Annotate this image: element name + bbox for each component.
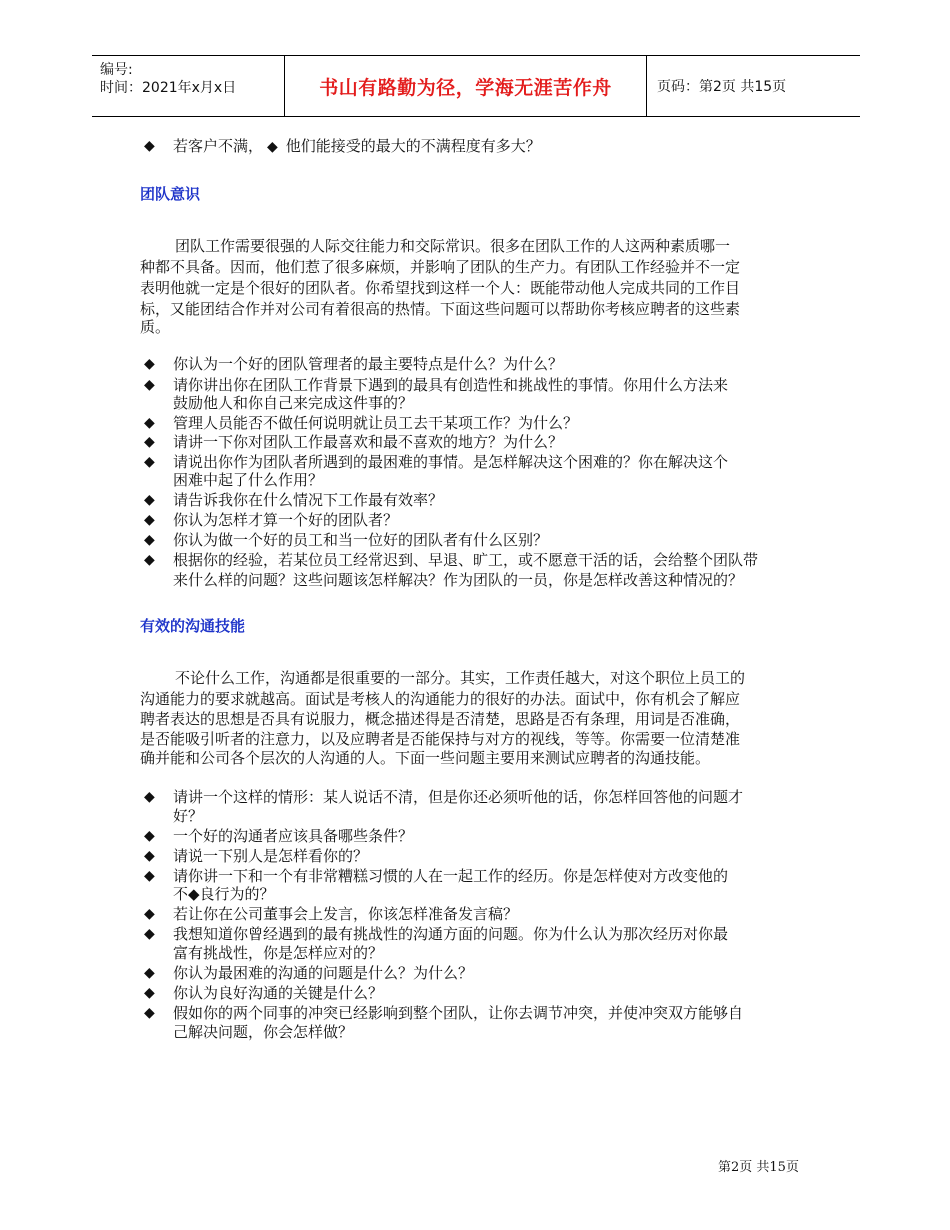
list-item-continuation: 己解决问题，你会怎样做？ — [173, 1023, 354, 1041]
bullet-icon: ◆ — [144, 415, 155, 431]
list-item: 一个好的沟通者应该具备哪些条件？ — [173, 827, 414, 845]
paragraph-line: 团队工作需要很强的人际交往能力和交际常识。很多在团队工作的人这两种素质哪一 — [175, 237, 731, 255]
list-item: 根据你的经验，若某位员工经常迟到、早退、旷工，或不愿意干活的话，会给整个团队带 — [173, 551, 759, 569]
bullet-icon: ◆ — [144, 985, 155, 1001]
intro-text-a: 若客户不满， — [173, 137, 264, 155]
list-item-continuation: 鼓励他人和你自己来完成这件事的？ — [173, 394, 414, 412]
list-item-continuation: 不◆良行为的？ — [173, 885, 275, 903]
section-heading-teamwork: 团队意识 — [140, 185, 201, 203]
paragraph-line: 是否能吸引听者的注意力，以及应聘者是否能保持与对方的视线，等等。你需要一位清楚准 — [140, 730, 741, 748]
bullet-icon: ◆ — [144, 1005, 155, 1021]
bullet-icon: ◆ — [144, 906, 155, 922]
list-item: 你认为最困难的沟通的问题是什么？为什么？ — [173, 964, 474, 982]
bullet-icon: ◆ — [144, 492, 155, 508]
bullet-icon: ◆ — [144, 828, 155, 844]
bullet-icon: ◆ — [144, 552, 155, 568]
paragraph-line: 表明他就一定是个很好的团队者。你希望找到这样一个人：既能带动他人完成共同的工作目 — [140, 279, 741, 297]
header-motto: 书山有路勤为径，学海无涯苦作舟 — [284, 56, 647, 116]
list-item: 请说出你作为团队者所遇到的最困难的事情。是怎样解决这个困难的？你在解决这个 — [173, 453, 729, 471]
header-page-cell — [645, 56, 860, 116]
bullet-icon: ◆ — [144, 532, 155, 548]
list-item: 我想知道你曾经遇到的最有挑战性的沟通方面的问题。你为什么认为那次经历对你最 — [173, 925, 729, 943]
bullet-icon: ◆ — [144, 512, 155, 528]
list-item: 请说一下别人是怎样看你的？ — [173, 847, 369, 865]
paragraph-line: 标，又能团结合作并对公司有着很高的热情。下面这些问题可以帮助你考核应聘者的这些素 — [140, 300, 741, 318]
list-item: 你认为良好沟通的关键是什么？ — [173, 984, 384, 1002]
bullet-icon: ◆ — [267, 139, 278, 155]
bullet-icon: ◆ — [144, 454, 155, 470]
paragraph-line: 种都不具备。因而，他们惹了很多麻烦，并影响了团队的生产力。有团队工作经验并不一定 — [140, 258, 741, 276]
list-item: 请你讲一下和一个有非常糟糕习惯的人在一起工作的经历。你是怎样使对方改变他的 — [173, 867, 729, 885]
list-item: 请讲一个这样的情形：某人说话不清，但是你还必须听他的话，你怎样回答他的问题才 — [173, 788, 744, 806]
list-item: 请你讲出你在团队工作背景下遇到的最具有创造性和挑战性的事情。你用什么方法来 — [173, 376, 729, 394]
bullet-icon: ◆ — [144, 926, 155, 942]
list-item-continuation: 富有挑战性，你是怎样应对的？ — [173, 944, 384, 962]
bullet-icon: ◆ — [144, 868, 155, 884]
list-item: 你认为一个好的团队管理者的最主要特点是什么？为什么？ — [173, 355, 564, 373]
list-item-continuation: 好？ — [173, 807, 204, 825]
paragraph-line: 确并能和公司各个层次的人沟通的人。下面一些问题主要用来测试应聘者的沟通技能。 — [140, 749, 711, 767]
list-item-continuation: 来什么样的问题？这些问题该怎样解决？作为团队的一员，你是怎样改善这种情况的？ — [173, 571, 744, 589]
bullet-icon: ◆ — [144, 965, 155, 981]
list-item: 你认为怎样才算一个好的团队者？ — [173, 511, 399, 529]
intro-text-b: 他们能接受的最大的不满程度有多大？ — [285, 137, 541, 155]
bullet-icon: ◆ — [144, 356, 155, 372]
bullet-icon: ◆ — [144, 377, 155, 393]
number-label: 编号: — [100, 62, 133, 78]
list-item: 请告诉我你在什么情况下工作最有效率？ — [173, 491, 444, 509]
list-item: 你认为做一个好的员工和当一位好的团队者有什么区别？ — [173, 531, 549, 549]
paragraph-line: 聘者表达的思想是否具有说服力，概念描述得是否清楚，思路是否有条理，用词是否准确， — [140, 710, 741, 728]
list-item: 若让你在公司董事会上发言，你该怎样准备发言稿？ — [173, 905, 519, 923]
paragraph-line: 沟通能力的要求就越高。面试是考核人的沟通能力的很好的办法。面试中，你有机会了解应 — [140, 690, 741, 708]
intro-text — [173, 136, 541, 157]
bullet-icon: ◆ — [144, 434, 155, 450]
paragraph-line: 质。 — [140, 318, 171, 336]
page-footer: 第2页 共15页 — [718, 1160, 799, 1175]
bullet-icon: ◆ — [144, 138, 155, 154]
page-header — [92, 55, 860, 117]
list-item: 请讲一下你对团队工作最喜欢和最不喜欢的地方？为什么？ — [173, 433, 564, 451]
paragraph-line: 不论什么工作，沟通都是很重要的一部分。其实，工作责任越大，对这个职位上员工的 — [175, 669, 746, 687]
bullet-icon: ◆ — [144, 789, 155, 805]
page-label: 页码：第2页 共15页 — [657, 79, 787, 95]
section-heading-communication: 有效的沟通技能 — [140, 617, 246, 635]
header-left-cell — [92, 56, 284, 116]
list-item-continuation: 困难中起了什么作用？ — [173, 471, 324, 489]
date-label: 时间：2021年x月x日 — [100, 80, 237, 96]
list-item: 管理人员能否不做任何说明就让员工去干某项工作？为什么？ — [173, 414, 579, 432]
bullet-icon: ◆ — [144, 848, 155, 864]
list-item: 假如你的两个同事的冲突已经影响到整个团队，让你去调节冲突，并使冲突双方能够自 — [173, 1004, 744, 1022]
